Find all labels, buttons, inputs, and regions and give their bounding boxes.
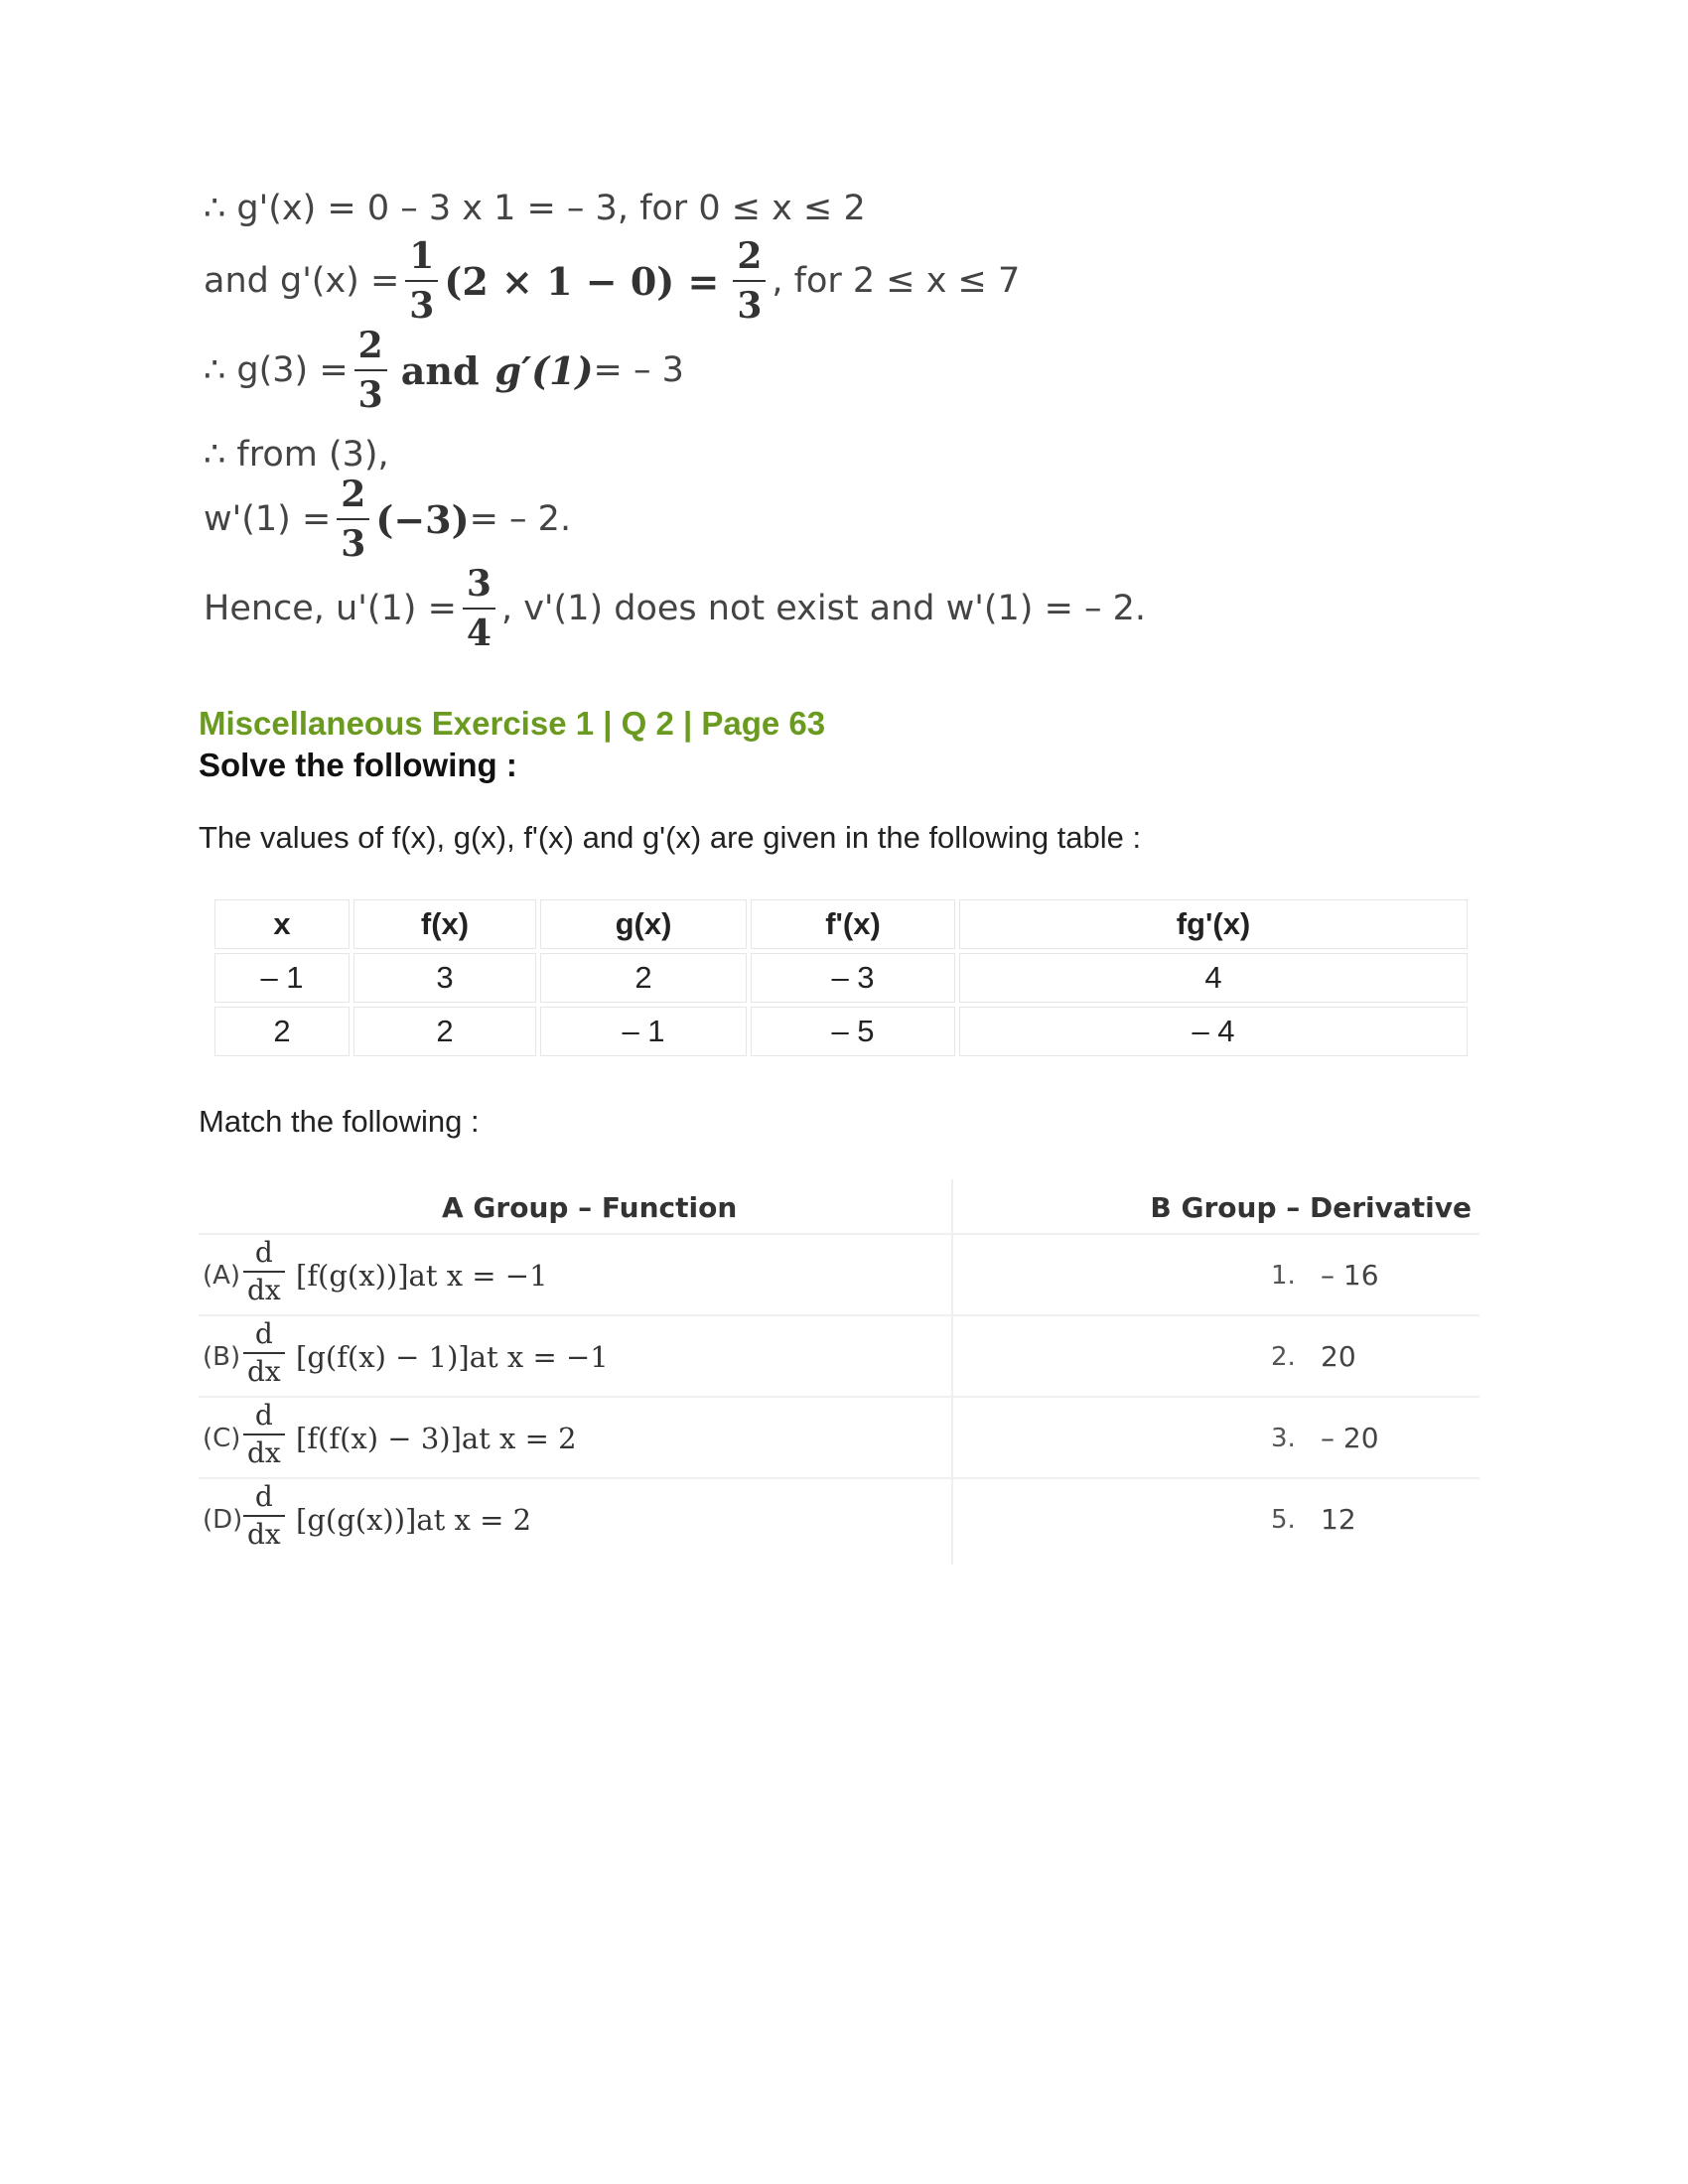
table-cell: – 1 [540, 1007, 747, 1056]
exercise-heading: Miscellaneous Exercise 1 | Q 2 | Page 63 [199, 705, 826, 742]
derivative-operator [243, 1317, 285, 1388]
option-number: 3. [1271, 1424, 1296, 1453]
group-b-header: B Group – Derivative [1150, 1191, 1472, 1224]
math-expression: (−3) [375, 496, 470, 542]
row-label: (A) [203, 1261, 241, 1291]
solve-heading: Solve the following : [199, 747, 517, 783]
fraction [354, 325, 387, 416]
function-expression: [g(g(x))]at x = 2 [296, 1503, 532, 1537]
table-cell: – 5 [751, 1007, 955, 1056]
denominator: dx [243, 1515, 285, 1549]
question-intro: The values of f(x), g(x), f'(x) and g'(x) are given in the following table : [199, 820, 1142, 855]
derivation-text: ∴ g(3) = [204, 350, 349, 390]
option-number: 1. [1271, 1261, 1296, 1291]
table-row [214, 1007, 1468, 1056]
match-instruction: Match the following : [199, 1104, 480, 1139]
denominator: 3 [337, 518, 369, 562]
derivation-text: , v'(1) does not exist and w'(1) = – 2. [500, 589, 1147, 628]
numerator: 3 [466, 563, 492, 605]
option-number: 2. [1271, 1342, 1296, 1372]
derivative-operator [243, 1236, 285, 1306]
numerator: 1 [409, 235, 435, 277]
derivation-text: ∴ from (3), [204, 435, 389, 475]
table-cell: – 3 [751, 953, 955, 1003]
derivation-line-4 [204, 435, 389, 475]
denominator: 3 [405, 280, 438, 324]
math-expression: g′(1) [494, 347, 594, 393]
denominator: dx [243, 1433, 285, 1467]
table-cell: 2 [540, 953, 747, 1003]
denominator: 4 [463, 608, 495, 651]
derivation-text: w'(1) = [204, 499, 332, 539]
table-cell: 4 [959, 953, 1468, 1003]
column-header: fg'(x) [959, 899, 1468, 949]
table-row [214, 953, 1468, 1003]
function-expression: [f(f(x) − 3)]at x = 2 [296, 1422, 577, 1455]
derivation-text: , for 2 ≤ x ≤ 7 [772, 261, 1021, 301]
values-table [211, 895, 1472, 1060]
column-header: f(x) [353, 899, 536, 949]
derivation-line-2 [204, 235, 1021, 327]
derivation-text: ∴ g'(x) = 0 – 3 x 1 = – 3, for 0 ≤ x ≤ 2 [204, 189, 866, 228]
column-header: x [214, 899, 350, 949]
table-cell: – 4 [959, 1007, 1468, 1056]
derivation-line-5 [204, 474, 572, 565]
math-expression: (2 × 1 − 0) = [444, 258, 720, 304]
table-cell: 2 [214, 1007, 350, 1056]
numerator: d [254, 1236, 273, 1269]
numerator: 2 [737, 235, 763, 277]
table-cell: 2 [353, 1007, 536, 1056]
denominator: dx [243, 1271, 285, 1304]
option-value: – 20 [1321, 1422, 1379, 1454]
column-header: g(x) [540, 899, 747, 949]
function-expression: [f(g(x))]at x = −1 [296, 1259, 548, 1293]
match-row [199, 1233, 1479, 1316]
table-cell: 3 [353, 953, 536, 1003]
denominator: dx [243, 1352, 285, 1386]
row-label: (C) [203, 1424, 241, 1453]
fraction [405, 235, 438, 327]
numerator: d [254, 1480, 273, 1513]
math-word: and [400, 347, 480, 393]
denominator: 3 [354, 369, 387, 413]
function-expression: [g(f(x) − 1)]at x = −1 [296, 1340, 609, 1374]
group-a-header: A Group – Function [442, 1191, 738, 1224]
row-label: (B) [203, 1342, 241, 1372]
row-label: (D) [203, 1505, 243, 1535]
derivative-operator [243, 1480, 285, 1551]
option-value: – 16 [1321, 1259, 1379, 1292]
derivation-line-6 [204, 563, 1147, 654]
table-header-row [214, 899, 1468, 949]
derivation-text: = – 3 [593, 350, 684, 390]
fraction [337, 474, 369, 565]
table-cell: – 1 [214, 953, 350, 1003]
match-row [199, 1396, 1479, 1479]
derivation-text: Hence, u'(1) = [204, 589, 457, 628]
derivative-operator [243, 1399, 285, 1469]
derivation-line-1 [204, 189, 866, 228]
numerator: d [254, 1317, 273, 1350]
fraction [463, 563, 495, 654]
option-number: 5. [1271, 1505, 1296, 1535]
match-row [199, 1314, 1479, 1398]
numerator: 2 [357, 325, 383, 366]
numerator: 2 [341, 474, 366, 515]
option-value: 20 [1321, 1340, 1356, 1373]
numerator: d [254, 1399, 273, 1432]
column-header: f'(x) [751, 899, 955, 949]
denominator: 3 [733, 280, 766, 324]
derivation-line-3 [204, 325, 684, 416]
fraction [733, 235, 766, 327]
match-row [199, 1477, 1479, 1561]
derivation-text: and g'(x) = [204, 261, 400, 301]
derivation-text: = – 2. [469, 499, 572, 539]
option-value: 12 [1321, 1503, 1356, 1536]
match-table [199, 1179, 1479, 1565]
